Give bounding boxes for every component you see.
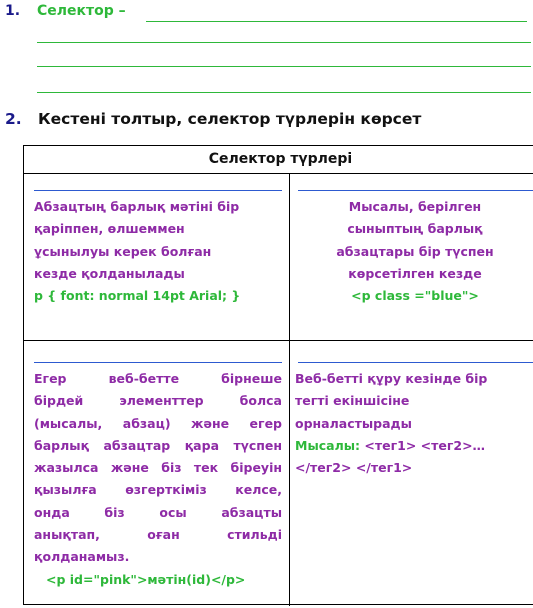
- cell-top-left: [34, 196, 286, 307]
- nested-tags-code-open: <тег1> <тег2>…: [360, 437, 486, 453]
- question-2-number: 2.: [5, 110, 22, 128]
- question-2: [5, 110, 421, 128]
- answer-blank-top-right[interactable]: [298, 190, 533, 191]
- cell-text-line: Веб-бетті құру кезінде бір: [295, 371, 488, 386]
- cell-text-line: ұсынылуы керек болған: [34, 243, 212, 259]
- cell-text-line: (мысалы, абзац) және егер: [34, 415, 282, 431]
- example-label: Мысалы:: [295, 437, 361, 453]
- html-code-example: <p id="pink">мәтін(id)</p>: [46, 571, 246, 587]
- cell-text-line: анықтап, оған стильді: [34, 527, 282, 543]
- cell-bottom-left: [34, 368, 282, 591]
- answer-blank-top-left[interactable]: [34, 190, 282, 191]
- answer-line-1[interactable]: [146, 21, 527, 22]
- cell-text-line: көрсетілген кезде: [348, 265, 482, 281]
- cell-bottom-right: [295, 368, 533, 479]
- cell-text-line: Мысалы, берілген: [348, 199, 482, 214]
- cell-text-line: орналастырады: [295, 415, 412, 431]
- question-1-label: Селектор –: [37, 3, 126, 19]
- html-code-example: <p class ="blue">: [351, 288, 479, 304]
- cell-text-line: бірдей элементтер болса: [34, 393, 282, 409]
- cell-text-line: онда біз осы абзацты: [34, 504, 282, 520]
- cell-text-line: жазылса және біз тек біреуін: [34, 460, 282, 476]
- cell-text-line: сыныптың барлық: [347, 221, 483, 237]
- answer-line-3[interactable]: [37, 66, 531, 67]
- answer-blank-bottom-left[interactable]: [34, 362, 282, 363]
- answer-line-2[interactable]: [37, 42, 531, 43]
- nested-example-line: [295, 435, 533, 457]
- question-1-number: 1.: [5, 3, 21, 19]
- question-2-text: Кестені толтыр, селектор түрлерін көрсет: [38, 110, 422, 128]
- column-divider: [289, 174, 290, 606]
- cell-text-line: тегті екіншісіне: [295, 393, 410, 409]
- cell-text-line: қызылға өзгерткіміз келсе,: [34, 482, 282, 498]
- question-1: [0, 3, 533, 103]
- cell-top-right: [292, 196, 533, 307]
- cell-text-line: Абзацтың барлық мәтіні бір: [34, 199, 240, 214]
- cell-text-line: қаріппен, өлшеммен: [34, 221, 185, 237]
- cell-text-line: қолданамыз.: [34, 549, 130, 565]
- row-divider: [24, 340, 533, 341]
- nested-tags-code-close: </тег2> </тег1>: [295, 460, 413, 476]
- answer-line-4[interactable]: [37, 92, 531, 93]
- cell-text-line: барлық абзацтар қара түспен: [34, 437, 282, 453]
- selector-types-table: [23, 145, 533, 605]
- cell-text-line: Егер веб-бетте бірнеше: [34, 371, 282, 386]
- table-header: Селектор түрлері: [24, 146, 533, 174]
- cell-text-line: кезде қолданылады: [34, 265, 185, 281]
- css-code-example: p { font: normal 14pt Arial; }: [34, 288, 241, 304]
- answer-blank-bottom-right[interactable]: [298, 362, 533, 363]
- cell-text-line: абзацтары бір түспен: [336, 243, 494, 259]
